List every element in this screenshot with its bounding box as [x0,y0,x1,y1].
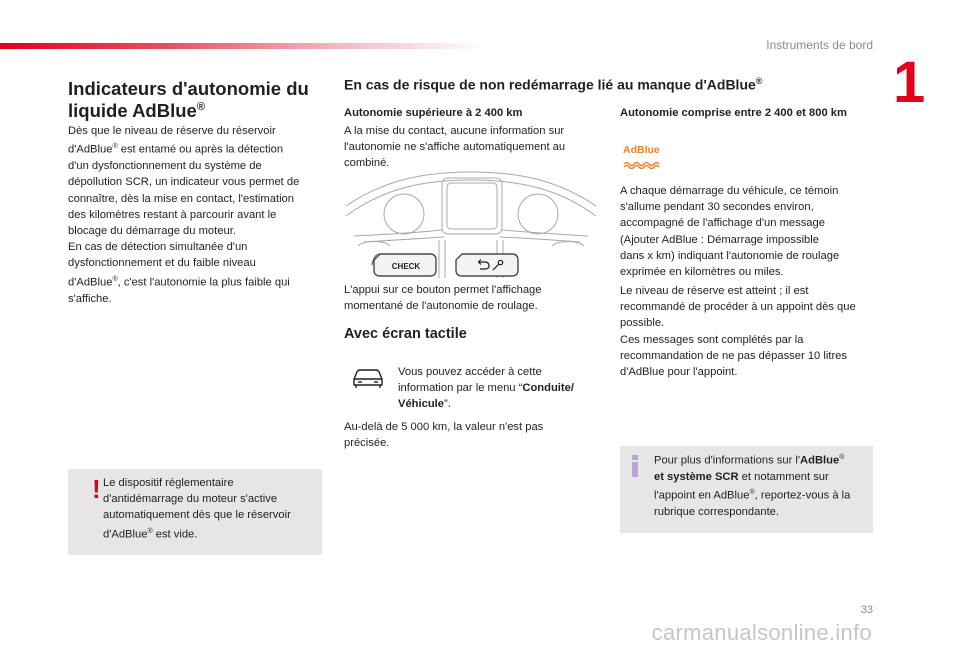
warning-icon: ! [92,474,101,504]
section-title: Instruments de bord [766,38,873,52]
trip-computer-button[interactable] [456,254,518,276]
intro-line: d'AdBlue® est entamé ou après la détection [68,143,284,156]
subheading-above-2400: Autonomie supérieure à 2 400 km [344,107,523,119]
chapter-number: 1 [893,50,926,115]
intro-line: d'un dysfonctionnement du système de [68,160,262,173]
intro-line: En cas de détection simultanée d'un [68,241,248,254]
subheading-2400-800: Autonomie comprise entre 2 400 et 800 km [620,107,847,119]
info-icon [630,455,640,477]
intro-line: connaître, dès la mise en contact, l'estimation [68,192,295,205]
page-number: 33 [860,604,873,616]
warning-line: Le dispositif réglementaire [103,477,234,489]
intro-line: Dès que le niveau de réserve du réservoir [68,125,276,137]
warning-line: automatiquement dès que le réservoir [103,509,291,522]
touchscreen-menu-text: Vous pouvez accéder à cette information par le menu “Conduite/ Véhicule”. [398,366,574,411]
warning-text [103,475,318,543]
car-icon [351,367,385,389]
info-text: Pour plus d'informations sur l'AdBlue® et système SCR et notamment sur l'appoint en AdBlue®, reportez-vous à la rubrique correspondante. [654,454,851,519]
header-red-bar [0,43,485,49]
intro-line: des kilomètres restant à parcourir avant le [68,208,277,221]
intro-line: s'affiche. [68,292,112,305]
intro-line: d'AdBlue®, c'est l'autonomie la plus faible qui [68,275,290,289]
watermark-text: carmanualsonline.info [651,620,872,645]
paragraph-beyond-5000: Au-delà de 5 000 km, la valeur n'est pas précisée. [344,421,544,450]
intro-line: dysfonctionnement et du faible niveau [68,257,256,270]
warning-line: d'antidémarrage du moteur s'active [103,493,278,506]
steering-buttons-illustration [344,170,598,280]
paragraph-reserve-level: Le niveau de réserve est atteint ; il est recommandé de procéder à un appoint dès que possible. Ces messages sont complétés par la recommandation de ne pas dépasser 10 litres d'AdBlue pour l'appoint. [620,285,856,379]
check-button[interactable] [372,254,436,276]
touchscreen-heading: Avec écran tactile [344,326,467,342]
check-button-label: CHECK [391,262,421,271]
intro-line: dépollution SCR, un indicateur vous permet de [68,176,300,189]
paragraph-no-info: A la mise du contact, aucune information sur l'autonomie ne s'affiche automatiquement au combiné. [344,125,566,170]
warning-line: d'AdBlue® est vide. [103,527,198,541]
adblue-warning-icon: AdBlue [623,145,665,167]
section-heading: En cas de risque de non redémarrage lié au manque d'AdBlue® [344,76,763,93]
page-title: Indicateurs d'autonomie du liquide AdBlue® [68,78,309,122]
intro-paragraph [68,123,330,307]
paragraph-warning-light: A chaque démarrage du véhicule, ce témoin s'allume pendant 30 secondes environ, accompagné de l'affichage d'un message (Ajouter AdBlue : Démarrage impossible dans x km) indiquant l'autonomie de roulage exprimée en kilomètres ou miles. [620,185,840,279]
paragraph-button-info: L'appui sur ce bouton permet l'affichage momentané de l'autonomie de roulage. [344,284,542,313]
adblue-wave-icon [623,161,663,169]
intro-line: blocage du démarrage du moteur. [68,224,236,237]
